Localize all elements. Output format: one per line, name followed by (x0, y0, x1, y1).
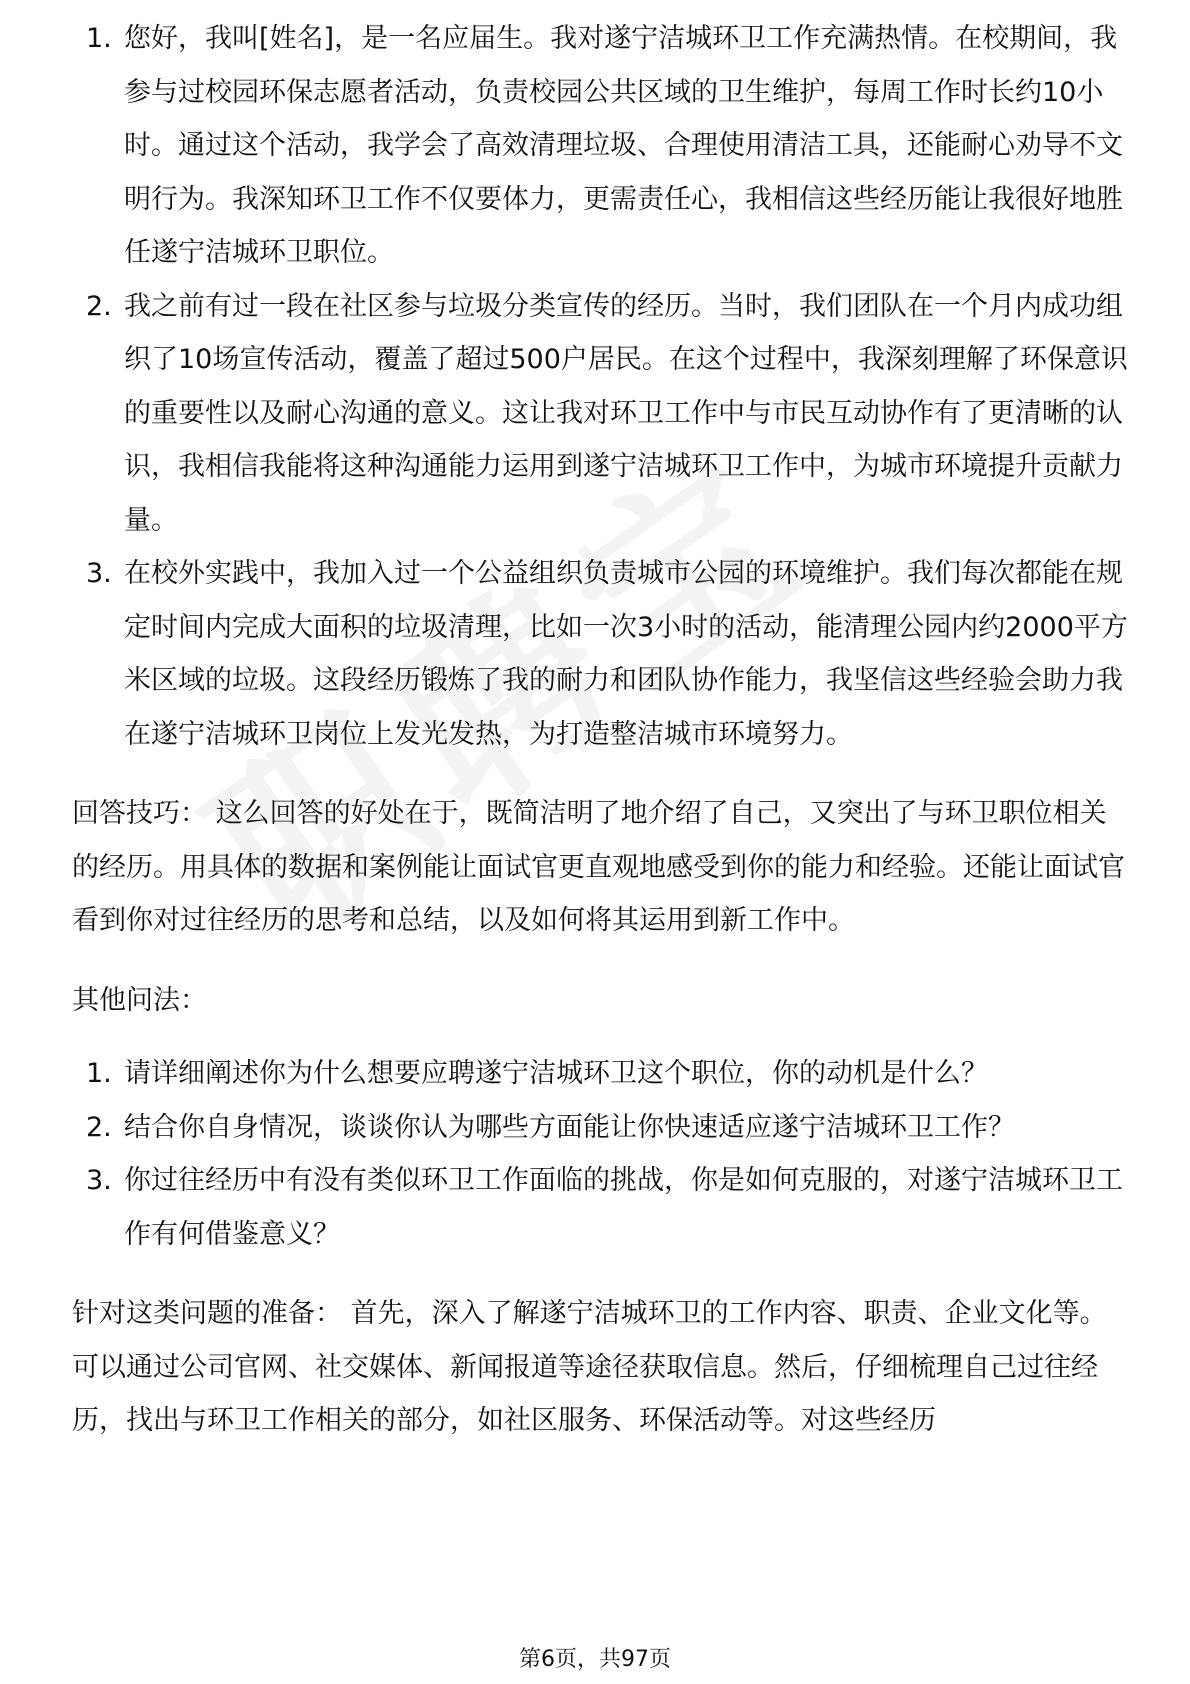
answer-text: 您好，我叫[姓名]，是一名应届生。我对遂宁洁城环卫工作充满热情。在校期间，我参与过校园环保志愿者活动，负责校园公共区域的卫生维护，每周工作时长约10小时。通过这个活动，我学会了高效清理垃圾、合理使用清洁工具，还能耐心劝导不文明行为。我深知环卫工作不仅要体力，更需责任心，我相信这些经历能让我很好地胜任遂宁洁城环卫职位。 (124, 23, 1123, 268)
other-questions-heading: 其他问法： (72, 984, 207, 1016)
list-item (72, 12, 1132, 280)
list-item (72, 547, 1132, 761)
other-questions-list (72, 1047, 1132, 1261)
list-number: 3. (86, 1165, 112, 1196)
answer-text: 我之前有过一段在社区参与垃圾分类宣传的经历。当时，我们团队在一个月内成功组织了10场宣传活动，覆盖了超过500户居民。在这个过程中，我深刻理解了环保意识的重要性以及耐心沟通的意义。这让我对环卫工作中与市民互动协作有了更清晰的认识，我相信我能将这种沟通能力运用到遂宁洁城环卫工作中，为城市环境提升贡献力量。 (124, 290, 1128, 536)
list-item (72, 1101, 1132, 1155)
list-item (72, 1047, 1132, 1101)
list-number: 1. (86, 1058, 112, 1089)
answer-text: 在校外实践中，我加入过一个公益组织负责城市公园的环境维护。我们每次都能在规定时间内完成大面积的垃圾清理，比如一次3小时的活动，能清理公园内约2000平方米区域的垃圾。这段经历锻炼了我的耐力和团队协作能力，我坚信这些经验会助力我在遂宁洁城环卫岗位上发光发热，为打造整洁城市环境努力。 (124, 558, 1128, 750)
list-item (72, 280, 1132, 548)
sample-answers-list (72, 12, 1132, 761)
question-text: 你过往经历中有没有类似环卫工作面临的挑战，你是如何克服的，对遂宁洁城环卫工作有何借鉴意义？ (124, 1165, 1123, 1250)
question-text: 结合你自身情况，谈谈你认为哪些方面能让你快速适应遂宁洁城环卫工作？ (124, 1111, 1015, 1143)
list-item (72, 1154, 1132, 1261)
page-number-footer: 第6页，共97页 (519, 1647, 671, 1672)
list-number: 1. (86, 23, 112, 54)
list-number: 3. (86, 558, 112, 589)
answer-tips: 回答技巧： 这么回答的好处在于，既简洁明了地介绍了自己，又突出了与环卫职位相关的经历。用具体的数据和案例能让面试官更直观地感受到你的能力和经验。还能让面试官看到你对过往经历的思考和总结，以及如何将其运用到新工作中。 (72, 798, 1125, 936)
preparation-advice: 针对这类问题的准备： 首先，深入了解遂宁洁城环卫的工作内容、职责、企业文化等。可以通过公司官网、社交媒体、新闻报道等途径获取信息。然后，仔细梳理自己过往经历，找出与环卫工作相关的部分，如社区服务、环保活动等。对这些经历 (72, 1298, 1107, 1436)
question-text: 请详细阐述你为什么想要应聘遂宁洁城环卫这个职位，你的动机是什么？ (124, 1058, 988, 1089)
page-content (72, 23, 1132, 1448)
list-number: 2. (86, 1111, 112, 1143)
list-number: 2. (86, 290, 112, 322)
